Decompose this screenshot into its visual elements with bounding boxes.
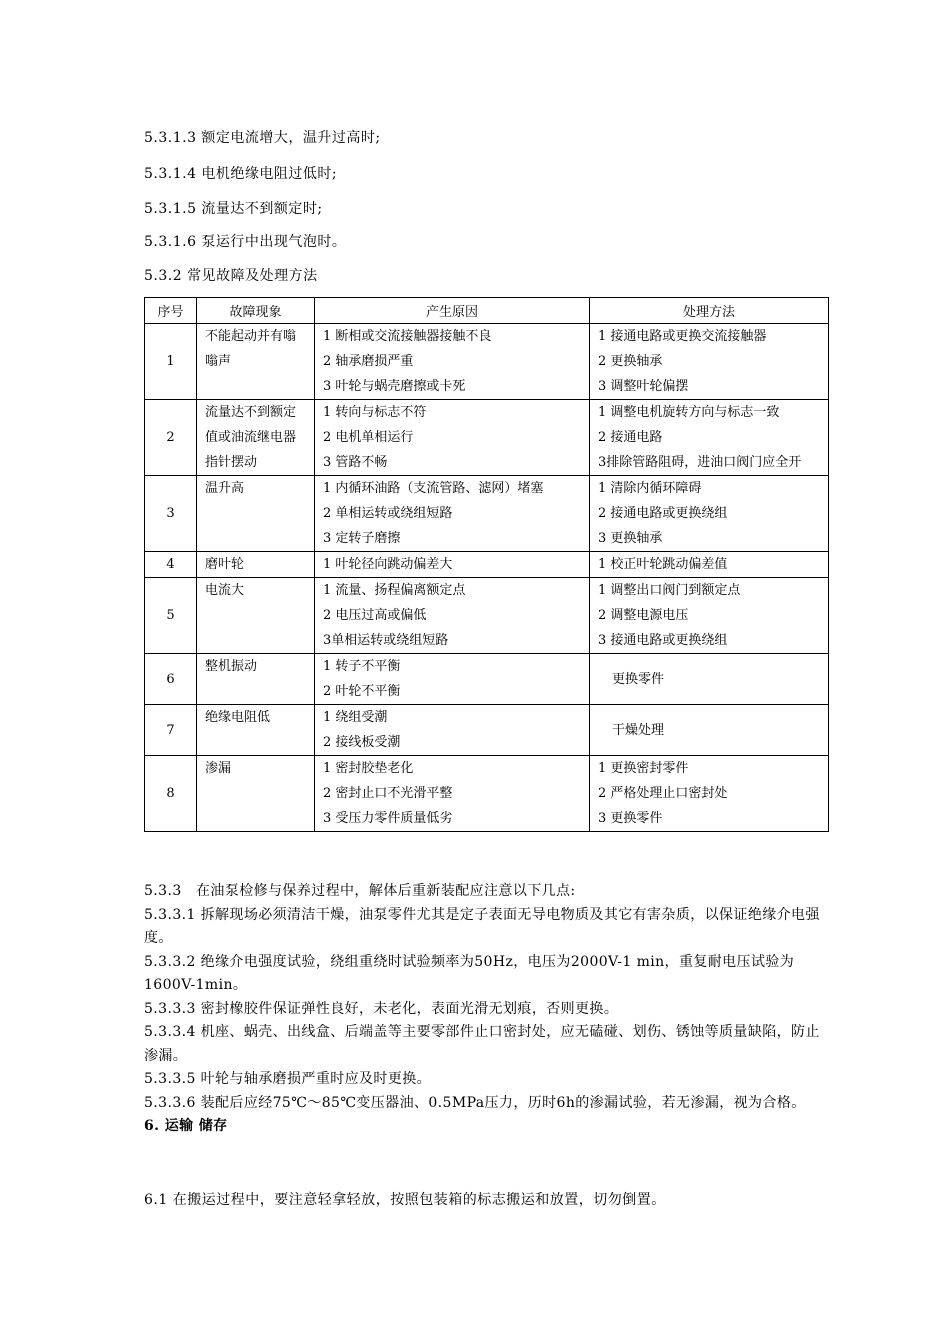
- cause-text: 1 流量、扬程偏离额定点: [323, 583, 466, 598]
- fix-cell: [590, 705, 829, 756]
- table-row: [145, 552, 829, 578]
- fault-text: 流量达不到额定: [205, 405, 297, 420]
- cause-cell: [315, 756, 590, 832]
- cause-cell: [315, 400, 590, 476]
- section-heading-6: 6. 运输 储存: [144, 1118, 228, 1134]
- cause-text: 3 受压力零件质量低劣: [323, 811, 453, 826]
- cause-text: 1 断相或交流接触器接触不良: [323, 329, 492, 344]
- fix-text: 1 校正叶轮跳动偏差值: [598, 557, 728, 572]
- cause-text: 2 接线板受潮: [323, 735, 401, 750]
- cause-text: 1 转子不平衡: [323, 659, 401, 674]
- fix-text: 3 接通电路或更换绕组: [598, 633, 728, 648]
- fault-cell: [197, 705, 315, 756]
- row-number: 1: [145, 324, 197, 400]
- fault-text: 值或油流继电器: [205, 430, 297, 445]
- fix-text: 3 更换轴承: [598, 531, 663, 546]
- cause-text: 1 转向与标志不符: [323, 405, 427, 420]
- cause-text: 2 轴承磨损严重: [323, 354, 414, 369]
- note-5-3-3-4: 5.3.3.4 机座、蜗壳、出线盒、后端盖等主要零部件止口密封处，应无磕碰、划伤、锈蚀等质量缺陷，防止渗漏。: [144, 1024, 820, 1064]
- cause-cell: [315, 552, 590, 578]
- fault-cell: [197, 578, 315, 654]
- note-5-3-3-1: 5.3.3.1 拆解现场必须清洁干燥，油泵零件尤其是定子表面无导电物质及其它有害杂质，以保证绝缘介电强度。: [144, 906, 820, 946]
- fault-text: 绝缘电阻低: [205, 710, 271, 725]
- fault-text: 渗漏: [205, 761, 232, 776]
- cause-text: 1 内循环油路（支流管路、滤网）堵塞: [323, 481, 544, 496]
- fix-text: 3 更换零件: [598, 811, 663, 826]
- fault-table: [144, 297, 829, 832]
- heading-5-3-2: 5.3.2 常见故障及处理方法: [144, 268, 318, 284]
- fix-text: 1 接通电路或更换交流接触器: [598, 329, 767, 344]
- item-5-3-1-4: 5.3.1.4 电机绝缘电阻过低时;: [144, 166, 338, 182]
- fix-text: 3 调整叶轮偏摆: [598, 379, 689, 394]
- fault-cell: [197, 400, 315, 476]
- header-num: 序号: [145, 298, 197, 324]
- item-6-1: 6.1 在搬运过程中，要注意轻拿轻放，按照包装箱的标志搬运和放置，切勿倒置。: [144, 1192, 666, 1208]
- fix-text: 2 调整电源电压: [598, 608, 689, 623]
- fix-cell: [590, 654, 829, 705]
- fix-cell: [590, 756, 829, 832]
- cause-text: 3 叶轮与蜗壳磨擦或卡死: [323, 379, 466, 394]
- fault-text: 电流大: [205, 583, 245, 598]
- cause-text: 2 单相运转或绕组短路: [323, 506, 453, 521]
- cause-text: 2 电机单相运行: [323, 430, 414, 445]
- fix-text: 3排除管路阻碍，进油口阀门应全开: [598, 455, 802, 470]
- fix-cell: [590, 324, 829, 400]
- fault-cell: [197, 756, 315, 832]
- fault-text: 温升高: [205, 481, 245, 496]
- cause-cell: [315, 654, 590, 705]
- table-row: [145, 705, 829, 756]
- fix-text: 1 清除内循环障碍: [598, 481, 702, 496]
- fix-text: 2 接通电路或更换绕组: [598, 506, 728, 521]
- fault-text: 嗡声: [205, 354, 232, 369]
- cause-text: 3 管路不畅: [323, 455, 388, 470]
- fault-cell: [197, 552, 315, 578]
- row-number: 7: [145, 705, 197, 756]
- note-5-3-3-6: 5.3.3.6 装配后应经75℃～85℃变压器油、0.5MPa压力，历时6h的渗漏试验，若无渗漏，视为合格。: [144, 1094, 806, 1111]
- row-number: 4: [145, 552, 197, 578]
- row-number: 5: [145, 578, 197, 654]
- fix-text: 更换零件: [612, 671, 665, 687]
- table-row: [145, 400, 829, 476]
- fault-text: 整机振动: [205, 659, 258, 674]
- fix-text: 2 严格处理止口密封处: [598, 786, 728, 801]
- fix-cell: [590, 552, 829, 578]
- header-fault: 故障现象: [197, 298, 315, 324]
- fix-text: 2 更换轴承: [598, 354, 663, 369]
- fault-cell: [197, 654, 315, 705]
- cause-cell: [315, 324, 590, 400]
- note-5-3-3-5: 5.3.3.5 叶轮与轴承磨损严重时应及时更换。: [144, 1071, 432, 1087]
- fix-cell: [590, 578, 829, 654]
- item-5-3-1-5: 5.3.1.5 流量达不到额定时;: [144, 201, 323, 217]
- table-row: [145, 476, 829, 552]
- table-header-row: [145, 298, 829, 324]
- fix-cell: [590, 476, 829, 552]
- note-5-3-3: 5.3.3 在油泵检修与保养过程中，解体后重新装配应注意以下几点:: [144, 883, 576, 899]
- fix-text: 1 调整电机旋转方向与标志一致: [598, 405, 780, 420]
- header-fix: 处理方法: [590, 298, 829, 324]
- cause-text: 3 定转子磨擦: [323, 531, 401, 546]
- row-number: 6: [145, 654, 197, 705]
- fault-text: 不能起动并有嗡: [205, 329, 297, 344]
- fix-text: 1 更换密封零件: [598, 761, 689, 776]
- cause-text: 3单相运转或绕组短路: [323, 633, 449, 648]
- fix-text: 2 接通电路: [598, 430, 663, 445]
- cause-cell: [315, 705, 590, 756]
- note-5-3-3-2: 5.3.3.2 绝缘介电强度试验，绕组重绕时试验频率为50Hz，电压为2000V-1 min，重复耐电压试验为1600V-1min。: [144, 953, 795, 993]
- cause-cell: [315, 476, 590, 552]
- note-5-3-3-3: 5.3.3.3 密封橡胶件保证弹性良好，未老化，表面光滑无划痕，否则更换。: [144, 1000, 619, 1017]
- table-row: [145, 324, 829, 400]
- fix-text: 干燥处理: [612, 722, 665, 738]
- cause-text: 1 叶轮径向跳动偏差大: [323, 557, 453, 572]
- cause-text: 2 叶轮不平衡: [323, 684, 401, 699]
- cause-text: 2 密封止口不光滑平整: [323, 786, 453, 801]
- cause-text: 1 密封胶垫老化: [323, 761, 414, 776]
- header-cause: 产生原因: [315, 298, 590, 324]
- row-number: 3: [145, 476, 197, 552]
- table-row: [145, 578, 829, 654]
- item-5-3-1-6: 5.3.1.6 泵运行中出现气泡时。: [144, 234, 347, 250]
- cause-cell: [315, 578, 590, 654]
- table-row: [145, 654, 829, 705]
- fix-cell: [590, 400, 829, 476]
- row-number: 8: [145, 756, 197, 832]
- fault-cell: [197, 476, 315, 552]
- fault-text: 磨叶轮: [205, 557, 245, 572]
- item-5-3-1-3: 5.3.1.3 额定电流增大，温升过高时;: [144, 130, 381, 146]
- table-row: [145, 756, 829, 832]
- fault-cell: [197, 324, 315, 400]
- cause-text: 1 绕组受潮: [323, 710, 388, 725]
- cause-text: 2 电压过高或偏低: [323, 608, 427, 623]
- row-number: 2: [145, 400, 197, 476]
- fault-text: 指针摆动: [205, 455, 258, 470]
- fix-text: 1 调整出口阀门到额定点: [598, 583, 741, 598]
- maintenance-notes: [144, 880, 824, 1139]
